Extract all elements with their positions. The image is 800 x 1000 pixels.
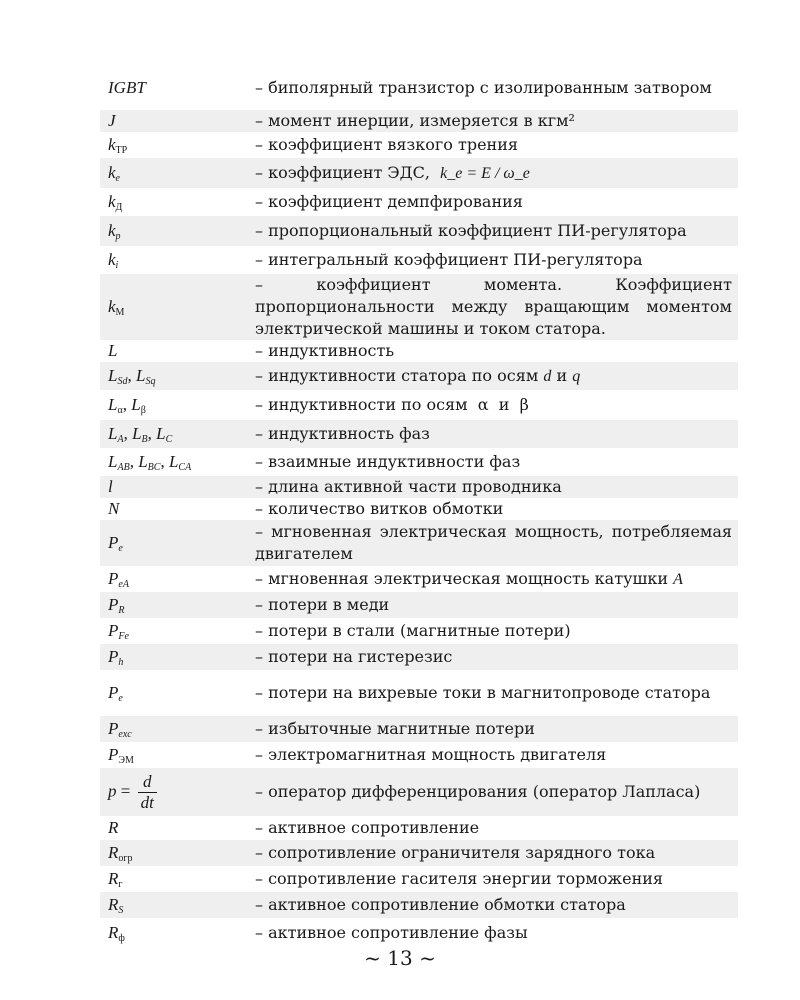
table-row (100, 520, 738, 566)
symbol-L-Sd-Sq: $L_{Sd}$, $L_{Sq}$ (100, 362, 255, 390)
row-description: – электромагнитная мощность двигателя (255, 745, 607, 764)
table-row (100, 362, 738, 390)
row-description: – активное сопротивление (255, 818, 480, 837)
row-description: – биполярный транзистор с изолированным затвором (255, 78, 712, 97)
symbol-P-e: $P_e$ (100, 520, 255, 566)
row-description: – интегральный коэффициент ПИ-регулятора (255, 250, 643, 269)
table-row (100, 110, 738, 132)
row-description: – мгновенная электрическая мощность катушки A (255, 568, 683, 588)
row-description: – избыточные магнитные потери (255, 716, 738, 742)
row-description: – индуктивности статора по осям d и q (255, 362, 738, 390)
table-row (100, 716, 738, 742)
table-row (100, 132, 738, 158)
symbol-igbt: IGBT (108, 78, 146, 97)
table-row (100, 448, 738, 476)
table-row (100, 420, 738, 448)
row-description: – активное сопротивление обмотки статора (255, 892, 738, 918)
symbol-p-operator: p = $\frac{d}{dt}$ (100, 768, 255, 816)
table-row (100, 816, 738, 840)
symbol-P-h: $P_h$ (100, 644, 255, 670)
symbol-k-p: $k_p$ (100, 216, 255, 246)
symbol-k-D: $k_Д$ (108, 192, 123, 213)
row-description: – коэффициент ЭДС, k_e = E / ω_e (255, 158, 738, 188)
table-row (100, 66, 738, 110)
table-row (100, 188, 738, 216)
page-number: ~ 13 ~ (364, 946, 436, 970)
table-row (100, 892, 738, 918)
symbol-J: J (100, 110, 255, 132)
symbol-L-ABC: $L_A$, $L_B$, $L_C$ (100, 420, 255, 448)
row-description: – индуктивность фаз (255, 420, 738, 448)
table-row (100, 216, 738, 246)
table-row (100, 618, 738, 644)
row-description: – индуктивность (255, 341, 395, 360)
row-description: – активное сопротивление фазы (255, 923, 528, 942)
table-row (100, 340, 738, 362)
table-row (100, 390, 738, 420)
row-description: – потери на вихревые токи в магнитопроводе статора (255, 683, 711, 702)
row-description: – коэффициент демпфирования (255, 192, 523, 211)
symbol-P-e-eddy: $P_e$ (108, 683, 123, 704)
table-row (100, 742, 738, 768)
row-description: – потери в меди (255, 592, 738, 618)
symbol-L-alpha-beta: $L_\alpha$, $L_\beta$ (108, 395, 146, 416)
table-row (100, 592, 738, 618)
symbol-k-M: $k_М$ (100, 274, 255, 340)
symbol-P-Fe: $P_{Fe}$ (108, 621, 129, 642)
fraction-d-dt: $\frac{d}{dt}$ (138, 772, 157, 813)
table-row (100, 476, 738, 498)
symbol-R-ogr: $R_{огр}$ (100, 840, 255, 866)
symbol-R: R (108, 818, 119, 837)
table-row (100, 246, 738, 274)
row-description: – оператор дифференцирования (оператор Лапласа) (255, 768, 738, 816)
symbol-R-S: $R_S$ (100, 892, 255, 918)
symbol-R-g: $R_г$ (108, 869, 123, 890)
symbols-table (100, 66, 738, 948)
row-description: – пропорциональный коэффициент ПИ-регулятора (255, 216, 738, 246)
table-row (100, 644, 738, 670)
symbol-P-exc: $P_{exc}$ (100, 716, 255, 742)
symbol-R-f: $R_ф$ (108, 923, 125, 944)
row-description: – мгновенная электрическая мощность, потребляемая двигателем (255, 520, 738, 566)
table-row (100, 274, 738, 340)
symbol-P-R: $P_R$ (100, 592, 255, 618)
table-row (100, 566, 738, 592)
row-description: – потери на гистерезис (255, 644, 738, 670)
row-description: – взаимные индуктивности фаз (255, 452, 521, 471)
row-description: – количество витков обмотки (255, 499, 504, 518)
symbol-k-i: $k_i$ (108, 250, 119, 271)
row-description: – индуктивности по осям α и β (255, 395, 529, 414)
formula-ke: k_e = E / ω_e (440, 164, 530, 182)
table-row (100, 866, 738, 892)
symbol-N: N (108, 499, 120, 518)
row-description: – коэффициент вязкого трения (255, 135, 518, 154)
symbol-k-tr: $k_{ТР}$ (108, 135, 128, 156)
table-row (100, 840, 738, 866)
table-row (100, 918, 738, 948)
symbol-P-eA: $P_{eA}$ (108, 569, 129, 590)
table-row (100, 768, 738, 816)
symbol-k-e: $k_e$ (100, 158, 255, 188)
table-row (100, 498, 738, 520)
row-description: – момент инерции, измеряется в кгм² (255, 110, 738, 132)
row-description: – коэффициент момента. Коэффициент пропорциональности между вращающим моментом электрической машины и током статора. (255, 274, 738, 340)
table-row (100, 158, 738, 188)
symbol-L: L (108, 341, 118, 360)
row-description: – потери в стали (магнитные потери) (255, 621, 571, 640)
symbol-L-mutual: $L_{AB}$, $L_{BC}$, $L_{CA}$ (108, 452, 192, 473)
row-description: – сопротивление гасителя энергии торможения (255, 869, 664, 888)
table-row (100, 670, 738, 716)
symbol-P-EM: $P_{ЭМ}$ (108, 745, 134, 766)
symbol-l: l (100, 476, 255, 498)
row-description: – сопротивление ограничителя зарядного тока (255, 840, 738, 866)
row-description: – длина активной части проводника (255, 476, 738, 498)
